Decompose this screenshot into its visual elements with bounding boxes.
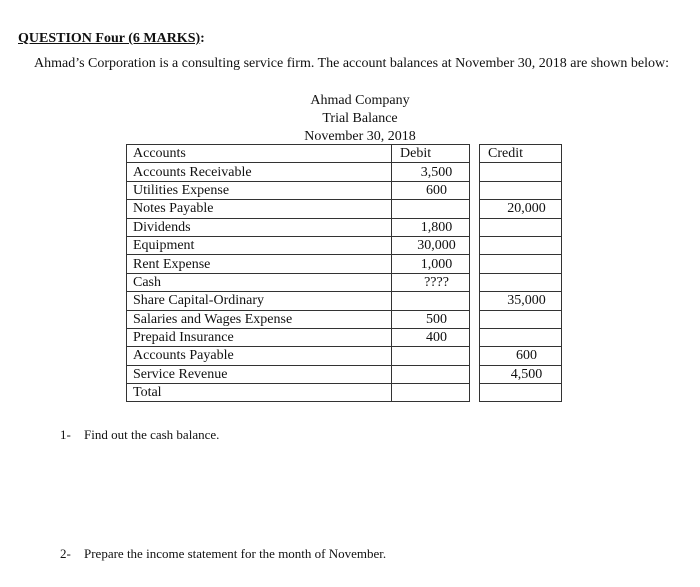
credit-cell xyxy=(480,255,562,273)
table-row xyxy=(127,328,562,346)
account-cell: Dividends xyxy=(127,218,392,236)
debit-total-cell xyxy=(392,384,470,402)
credit-cell xyxy=(480,273,562,291)
column-gap xyxy=(470,310,480,328)
account-cell: Utilities Expense xyxy=(127,181,392,199)
task-2 xyxy=(60,546,386,562)
task-1 xyxy=(60,427,219,443)
task-number: 2- xyxy=(60,546,71,561)
column-gap xyxy=(470,384,480,402)
credit-cell xyxy=(480,328,562,346)
account-cell: Cash xyxy=(127,273,392,291)
header-credit: Credit xyxy=(480,145,562,163)
debit-cell: 500 xyxy=(392,310,470,328)
account-cell: Prepaid Insurance xyxy=(127,328,392,346)
debit-cell xyxy=(392,200,470,218)
question-heading xyxy=(18,31,205,47)
credit-total-cell xyxy=(480,384,562,402)
table-row xyxy=(127,292,562,310)
table-row xyxy=(127,347,562,365)
table-row xyxy=(127,273,562,291)
statement-date: November 30, 2018 xyxy=(304,129,416,144)
account-cell: Accounts Payable xyxy=(127,347,392,365)
table-row xyxy=(127,236,562,254)
table-header-row xyxy=(127,145,562,163)
table-row xyxy=(127,365,562,383)
debit-cell xyxy=(392,292,470,310)
account-cell: Equipment xyxy=(127,236,392,254)
credit-cell: 35,000 xyxy=(480,292,562,310)
table-row-total xyxy=(127,384,562,402)
debit-cell: 3,500 xyxy=(392,163,470,181)
debit-cell: 1,000 xyxy=(392,255,470,273)
table-row xyxy=(127,181,562,199)
question-heading-colon: : xyxy=(200,31,205,46)
column-gap xyxy=(470,255,480,273)
account-cell: Service Revenue xyxy=(127,365,392,383)
credit-cell: 4,500 xyxy=(480,365,562,383)
column-gap xyxy=(470,200,480,218)
table-row xyxy=(127,310,562,328)
account-cell: Accounts Receivable xyxy=(127,163,392,181)
column-gap xyxy=(470,292,480,310)
account-cell: Share Capital-Ordinary xyxy=(127,292,392,310)
table-row xyxy=(127,218,562,236)
debit-cell: 1,800 xyxy=(392,218,470,236)
header-debit: Debit xyxy=(392,145,470,163)
task-text: Find out the cash balance. xyxy=(84,427,220,442)
header-accounts: Accounts xyxy=(127,145,392,163)
credit-cell: 600 xyxy=(480,347,562,365)
column-gap xyxy=(470,145,480,163)
column-gap xyxy=(470,328,480,346)
company-name: Ahmad Company xyxy=(310,93,410,108)
task-number: 1- xyxy=(60,427,71,442)
debit-cell xyxy=(392,365,470,383)
statement-title: Trial Balance xyxy=(322,111,398,126)
credit-cell xyxy=(480,236,562,254)
credit-cell xyxy=(480,181,562,199)
trial-balance-table xyxy=(126,144,562,402)
column-gap xyxy=(470,181,480,199)
question-heading-title: QUESTION Four (6 MARKS) xyxy=(18,31,201,46)
debit-cell: 600 xyxy=(392,181,470,199)
credit-cell xyxy=(480,218,562,236)
table-row xyxy=(127,255,562,273)
table-row xyxy=(127,163,562,181)
column-gap xyxy=(470,347,480,365)
account-cell: Salaries and Wages Expense xyxy=(127,310,392,328)
column-gap xyxy=(470,163,480,181)
table-row xyxy=(127,200,562,218)
credit-cell xyxy=(480,163,562,181)
column-gap xyxy=(470,365,480,383)
credit-cell: 20,000 xyxy=(480,200,562,218)
account-cell: Notes Payable xyxy=(127,200,392,218)
account-cell: Total xyxy=(127,384,392,402)
column-gap xyxy=(470,236,480,254)
debit-cell: ???? xyxy=(392,273,470,291)
debit-cell: 30,000 xyxy=(392,236,470,254)
task-text: Prepare the income statement for the month of November. xyxy=(84,546,387,561)
column-gap xyxy=(470,273,480,291)
intro-paragraph: Ahmad’s Corporation is a consulting service firm. The account balances at November 30, 2018 are shown below: xyxy=(34,56,670,71)
column-gap xyxy=(470,218,480,236)
account-cell: Rent Expense xyxy=(127,255,392,273)
debit-cell: 400 xyxy=(392,328,470,346)
credit-cell xyxy=(480,310,562,328)
debit-cell xyxy=(392,347,470,365)
